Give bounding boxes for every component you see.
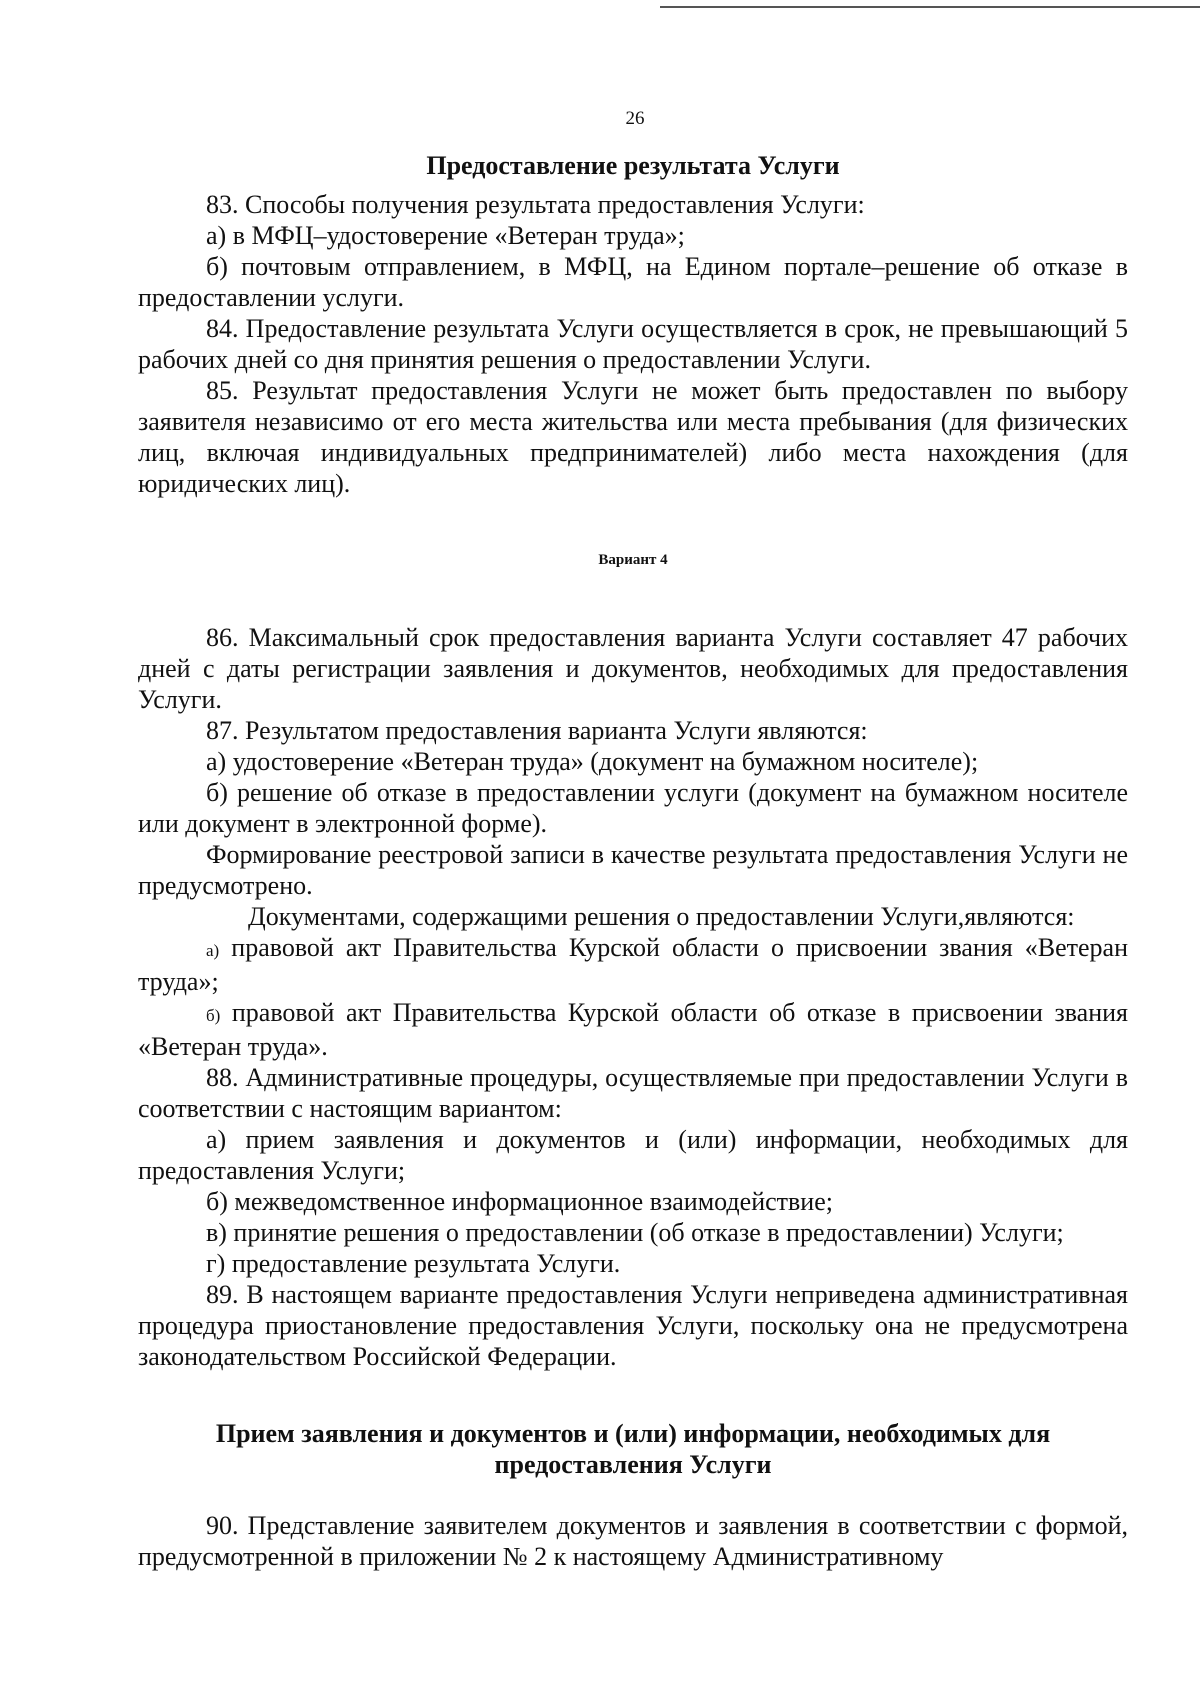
paragraph-87d: Документами, содержащими решения о предоставлении Услуги,являются: — [248, 902, 1075, 931]
paragraph-87a: а) удостоверение «Ветеран труда» (документ на бумажном носителе); — [206, 747, 979, 776]
spacer — [138, 499, 1128, 545]
spacer — [138, 181, 1128, 189]
paragraph-88c: в) принятие решения о предоставлении (об отказе в предоставлении) Услуги; — [206, 1218, 1064, 1247]
paragraph-87c: Формирование реестровой записи в качестве результата предоставления Услуги не предусмотрено. — [138, 840, 1128, 900]
result-heading: Предоставление результата Услуги — [426, 151, 840, 180]
paragraph-86: 86. Максимальный срок предоставления варианта Услуги составляет 47 рабочих дней с даты регистрации заявления и документов, необходимых для предоставления Услуги. — [138, 623, 1128, 714]
paragraph-87e — [138, 932, 1128, 997]
paragraph-87b: б) решение об отказе в предоставлении услуги (документ на бумажном носителе или документ в электронной форме). — [138, 778, 1128, 838]
paragraph-83a: а) в МФЦ–удостоверение «Ветеран труда»; — [206, 221, 685, 250]
spacer — [138, 1372, 1128, 1418]
page-number: 26 — [625, 108, 645, 129]
paragraph-88: 88. Административные процедуры, осуществляемые при предоставлении Услуги в соответствии с настоящим вариантом: — [138, 1063, 1128, 1123]
paragraph-88b: б) межведомственное информационное взаимодействие; — [206, 1187, 833, 1216]
document-body — [138, 150, 1128, 1572]
paragraph-87f — [138, 997, 1128, 1062]
reception-heading: Прием заявления и документов и (или) информации, необходимых для предоставления Услуги — [215, 1419, 1051, 1479]
paragraph-88d: г) предоставление результата Услуги. — [206, 1249, 621, 1278]
variant-heading: Вариант 4 — [598, 552, 668, 568]
list-marker: а) — [206, 941, 220, 960]
paragraph-85: 85. Результат предоставления Услуги не может быть предоставлен по выбору заявителя независимо от его места жительства или места пребывания (для физических лиц, включая индивидуальных предпринимателей) либо места нахождения (для юридических лиц). — [138, 376, 1128, 498]
paragraph-83b: б) почтовым отправлением, в МФЦ, на Едином портале–решение об отказе в предоставлении услуги. — [138, 252, 1128, 312]
list-text: правовой акт Правительства Курской области о присвоении звания «Ветеран труда»; — [138, 933, 1129, 996]
paragraph-88a: а) прием заявления и документов и (или) информации, необходимых для предоставления Услуги; — [138, 1125, 1128, 1185]
paragraph-83: 83. Способы получения результата предоставления Услуги: — [206, 190, 865, 219]
paragraph-84: 84. Предоставление результата Услуги осуществляется в срок, не превышающий 5 рабочих дней со дня принятия решения о предоставлении Услуги. — [138, 314, 1128, 374]
paragraph-87: 87. Результатом предоставления варианта Услуги являются: — [206, 716, 868, 745]
list-marker: б) — [206, 1006, 221, 1025]
paragraph-89: 89. В настоящем варианте предоставления Услуги неприведена административная процедура приостановление предоставления Услуги, поскольку она не предусмотрена законодательством Российской Федерации. — [138, 1280, 1128, 1371]
top-rule — [660, 6, 1200, 8]
list-text: правовой акт Правительства Курской области об отказе в присвоении звания «Ветеран труда». — [138, 998, 1129, 1061]
spacer — [138, 1480, 1128, 1510]
paragraph-90: 90. Представление заявителем документов и заявления в соответствии с формой, предусмотренной в приложении № 2 к настоящему Административному — [138, 1511, 1128, 1571]
spacer — [138, 576, 1128, 622]
